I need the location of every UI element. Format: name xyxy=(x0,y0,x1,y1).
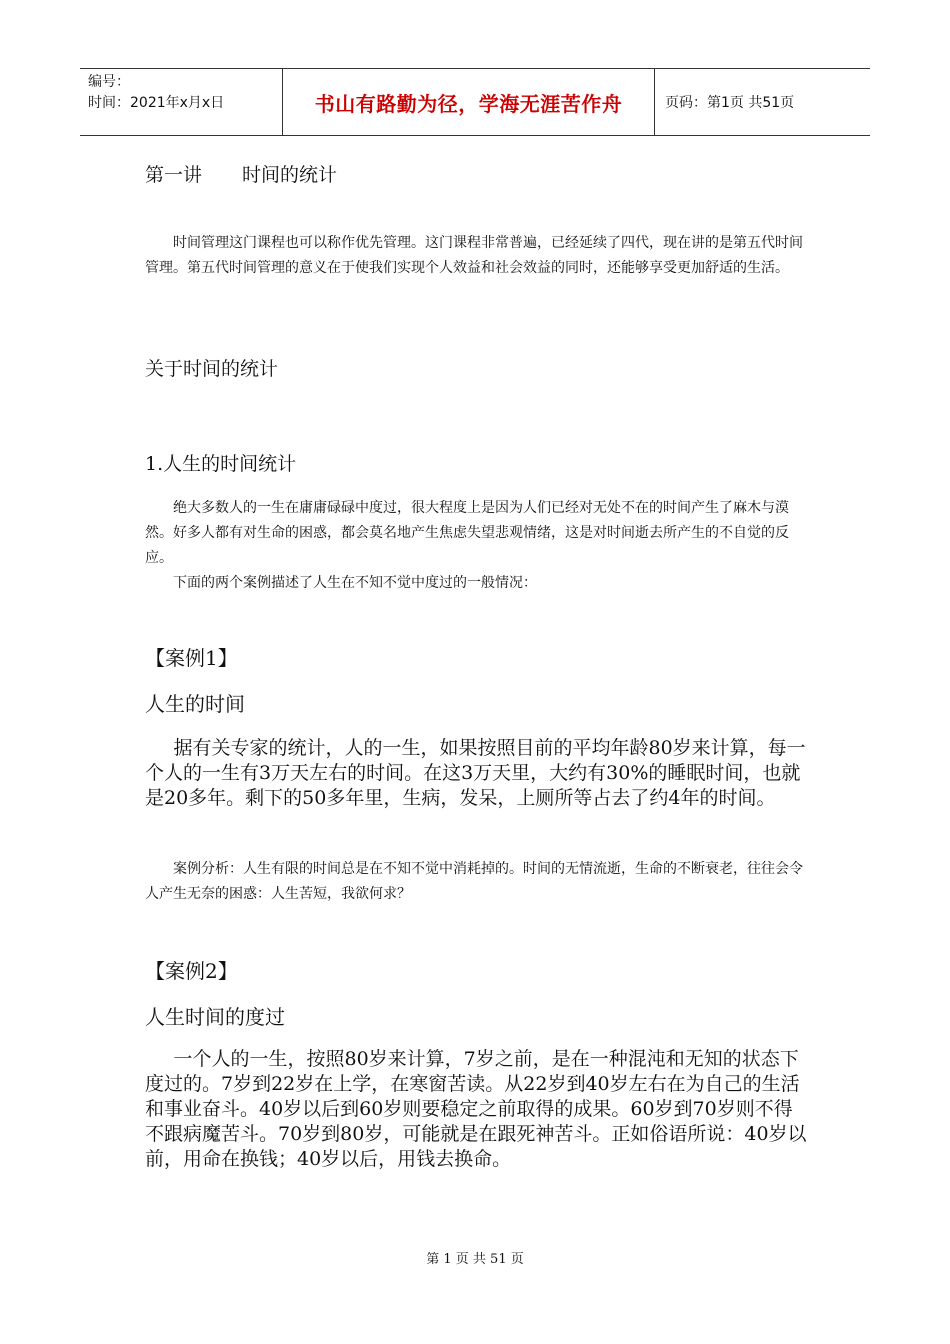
lecture-number: 第一讲 xyxy=(145,164,203,186)
lecture-title: 时间的统计 xyxy=(242,164,338,186)
case1-title: 人生的时间 xyxy=(145,692,245,716)
page-footer: 第 1 页 共 51 页 xyxy=(426,1252,524,1267)
case2-title: 人生时间的度过 xyxy=(145,1005,285,1029)
header-page-info: 页码：第1页 共51页 xyxy=(665,95,795,111)
intro-paragraph: 时间管理这门课程也可以称作优先管理。这门课程非常普遍，已经延续了四代，现在讲的是第五代时间管理。第五代时间管理的意义在于使我们实现个人效益和社会效益的同时，还能够享受更加舒适的生活。 xyxy=(145,235,803,276)
section-title: 关于时间的统计 xyxy=(145,358,279,380)
lecture-heading xyxy=(145,160,337,187)
paragraph-time-numbness: 绝大多数人的一生在庸庸碌碌中度过，很大程度上是因为人们已经对无处不在的时间产生了麻木与漠然。好多人都有对生命的困惑，都会莫名地产生焦虑失望悲观情绪，这是对时间逝去所产生的不自觉的反应。 xyxy=(145,500,789,566)
header-motto: 书山有路勤为径，学海无涯苦作舟 xyxy=(283,69,655,135)
case1-body: 据有关专家的统计，人的一生，如果按照目前的平均年龄80岁来计算，每一个人的一生有3万天左右的时间。在这3万天里，大约有30%的睡眠时间，也就是20多年。剩下的50多年里，生病，发呆，上厕所等占去了约4年的时间。 xyxy=(145,737,806,809)
case1-label: 【案例1】 xyxy=(145,646,238,670)
page-header xyxy=(80,68,870,136)
case2-label: 【案例2】 xyxy=(145,959,238,983)
case2-body: 一个人的一生，按照80岁来计算，7岁之前，是在一种混沌和无知的状态下度过的。7岁到22岁在上学，在寒窗苦读。从22岁到40岁左右在为自己的生活和事业奋斗。40岁以后到60岁则要稳定之前取得的成果。60岁到70岁则不得不跟病魔苦斗。70岁到80岁，可能就是在跟死神苦斗。正如俗语所说：40岁以前，用命在换钱；40岁以后，用钱去换命。 xyxy=(145,1048,807,1170)
document-date: 时间：2021年x月x日 xyxy=(88,95,225,111)
document-number-label: 编号： xyxy=(88,74,130,90)
paragraph-cases-intro: 下面的两个案例描述了人生在不知不觉中度过的一般情况： xyxy=(173,575,537,591)
case1-analysis: 案例分析：人生有限的时间总是在不知不觉中消耗掉的。时间的无情流逝，生命的不断衰老，往往会令人产生无奈的困惑：人生苦短，我欲何求？ xyxy=(145,861,803,902)
header-meta xyxy=(80,69,283,135)
subsection-title: 1.人生的时间统计 xyxy=(145,453,297,475)
